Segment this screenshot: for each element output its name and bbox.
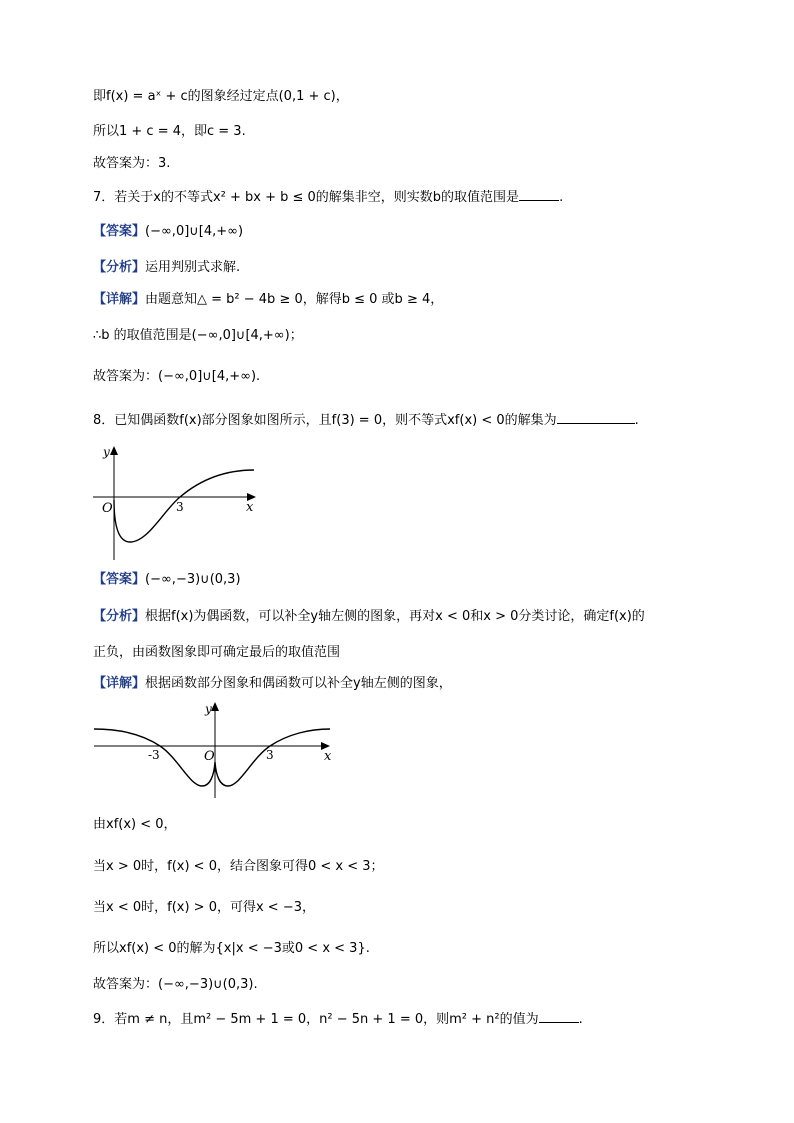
answer-7-text: (−∞,0]∪[4,+∞) bbox=[145, 224, 244, 239]
step-3: 当x < 0时，f(x) > 0，可得x < −3， bbox=[93, 900, 315, 915]
question-7-end: . bbox=[559, 190, 564, 205]
tick-3-label: 3 bbox=[266, 748, 274, 762]
answer-blank bbox=[539, 1008, 579, 1023]
step-4: 所以xf(x) < 0的解为{x|x < −3或0 < x < 3}. bbox=[93, 941, 370, 956]
answer-8-text: (−∞,−3)∪(0,3) bbox=[145, 572, 241, 587]
origin-label: O bbox=[204, 749, 215, 764]
question-9 bbox=[93, 1008, 583, 1030]
detail-7-text: 由题意知△ = b² − 4b ≥ 0，解得b ≤ 0 或b ≥ 4， bbox=[145, 292, 444, 307]
tick-3-label: 3 bbox=[176, 500, 184, 514]
analysis-tag: 【分析】 bbox=[93, 260, 146, 275]
answer-7 bbox=[93, 222, 243, 242]
answer-tag: 【答案】 bbox=[93, 224, 146, 239]
analysis-7 bbox=[93, 258, 240, 278]
x-label: x bbox=[246, 500, 254, 515]
step-5: 故答案为：(−∞,−3)∪(0,3). bbox=[93, 977, 258, 992]
analysis-8-line-2: 正负，由函数图象即可确定最后的取值范围 bbox=[93, 645, 341, 660]
analysis-7-text: 运用判别式求解. bbox=[145, 260, 241, 275]
y-axis-arrow bbox=[211, 702, 219, 711]
function-graph-2 bbox=[90, 698, 340, 802]
origin-label: O bbox=[102, 501, 113, 516]
detail-8-text: 根据函数部分图象和偶函数可以补全y轴左侧的图象， bbox=[145, 676, 452, 691]
y-axis-arrow bbox=[110, 446, 118, 455]
detail-tag: 【详解】 bbox=[93, 676, 146, 691]
question-7 bbox=[93, 186, 563, 208]
text-line-2: 所以1 + c = 4，即c = 3. bbox=[93, 124, 246, 139]
y-label: y bbox=[205, 702, 212, 716]
analysis-tag: 【分析】 bbox=[93, 609, 146, 624]
function-graph-1 bbox=[90, 440, 270, 562]
question-9-end: . bbox=[578, 1012, 583, 1027]
x-label: x bbox=[324, 749, 332, 764]
step-1: 由xf(x) < 0， bbox=[93, 817, 177, 832]
analysis-8-text: 根据f(x)为偶函数，可以补全y轴左侧的图象，再对x < 0和x > 0分类讨论，确定f(x)的 bbox=[145, 609, 645, 624]
text-line-1: 即f(x) = aˣ + c的图象经过定点(0,1 + c)， bbox=[93, 89, 349, 104]
detail-7 bbox=[93, 290, 443, 310]
text-line-3: 故答案为：3. bbox=[93, 156, 171, 171]
question-8-end: . bbox=[634, 413, 639, 428]
tick-neg3-label: -3 bbox=[148, 748, 160, 762]
question-8 bbox=[93, 409, 639, 431]
question-8-text: 8．已知偶函数f(x)部分图象如图所示，且f(3) = 0，则不等式xf(x) < 0的解集为 bbox=[93, 413, 557, 428]
detail-8 bbox=[93, 674, 452, 694]
detail-7-line-2: ∴b 的取值范围是(−∞,0]∪[4,+∞)； bbox=[93, 328, 303, 343]
step-2: 当x > 0时，f(x) < 0，结合图象可得0 < x < 3； bbox=[93, 859, 384, 874]
answer-blank bbox=[519, 186, 559, 201]
question-7-text: 7．若关于x的不等式x² + bx + b ≤ 0的解集非空，则实数b的取值范围是 bbox=[93, 190, 520, 205]
answer-8 bbox=[93, 570, 241, 590]
answer-tag: 【答案】 bbox=[93, 572, 146, 587]
question-9-text: 9．若m ≠ n，且m² − 5m + 1 = 0，n² − 5n + 1 = 0，则m² + n²的值为 bbox=[93, 1012, 539, 1027]
y-label: y bbox=[103, 445, 110, 459]
detail-tag: 【详解】 bbox=[93, 292, 146, 307]
detail-7-line-3: 故答案为：(−∞,0]∪[4,+∞). bbox=[93, 369, 261, 384]
answer-blank bbox=[557, 409, 635, 424]
analysis-8 bbox=[93, 607, 645, 627]
function-curve bbox=[114, 470, 254, 542]
